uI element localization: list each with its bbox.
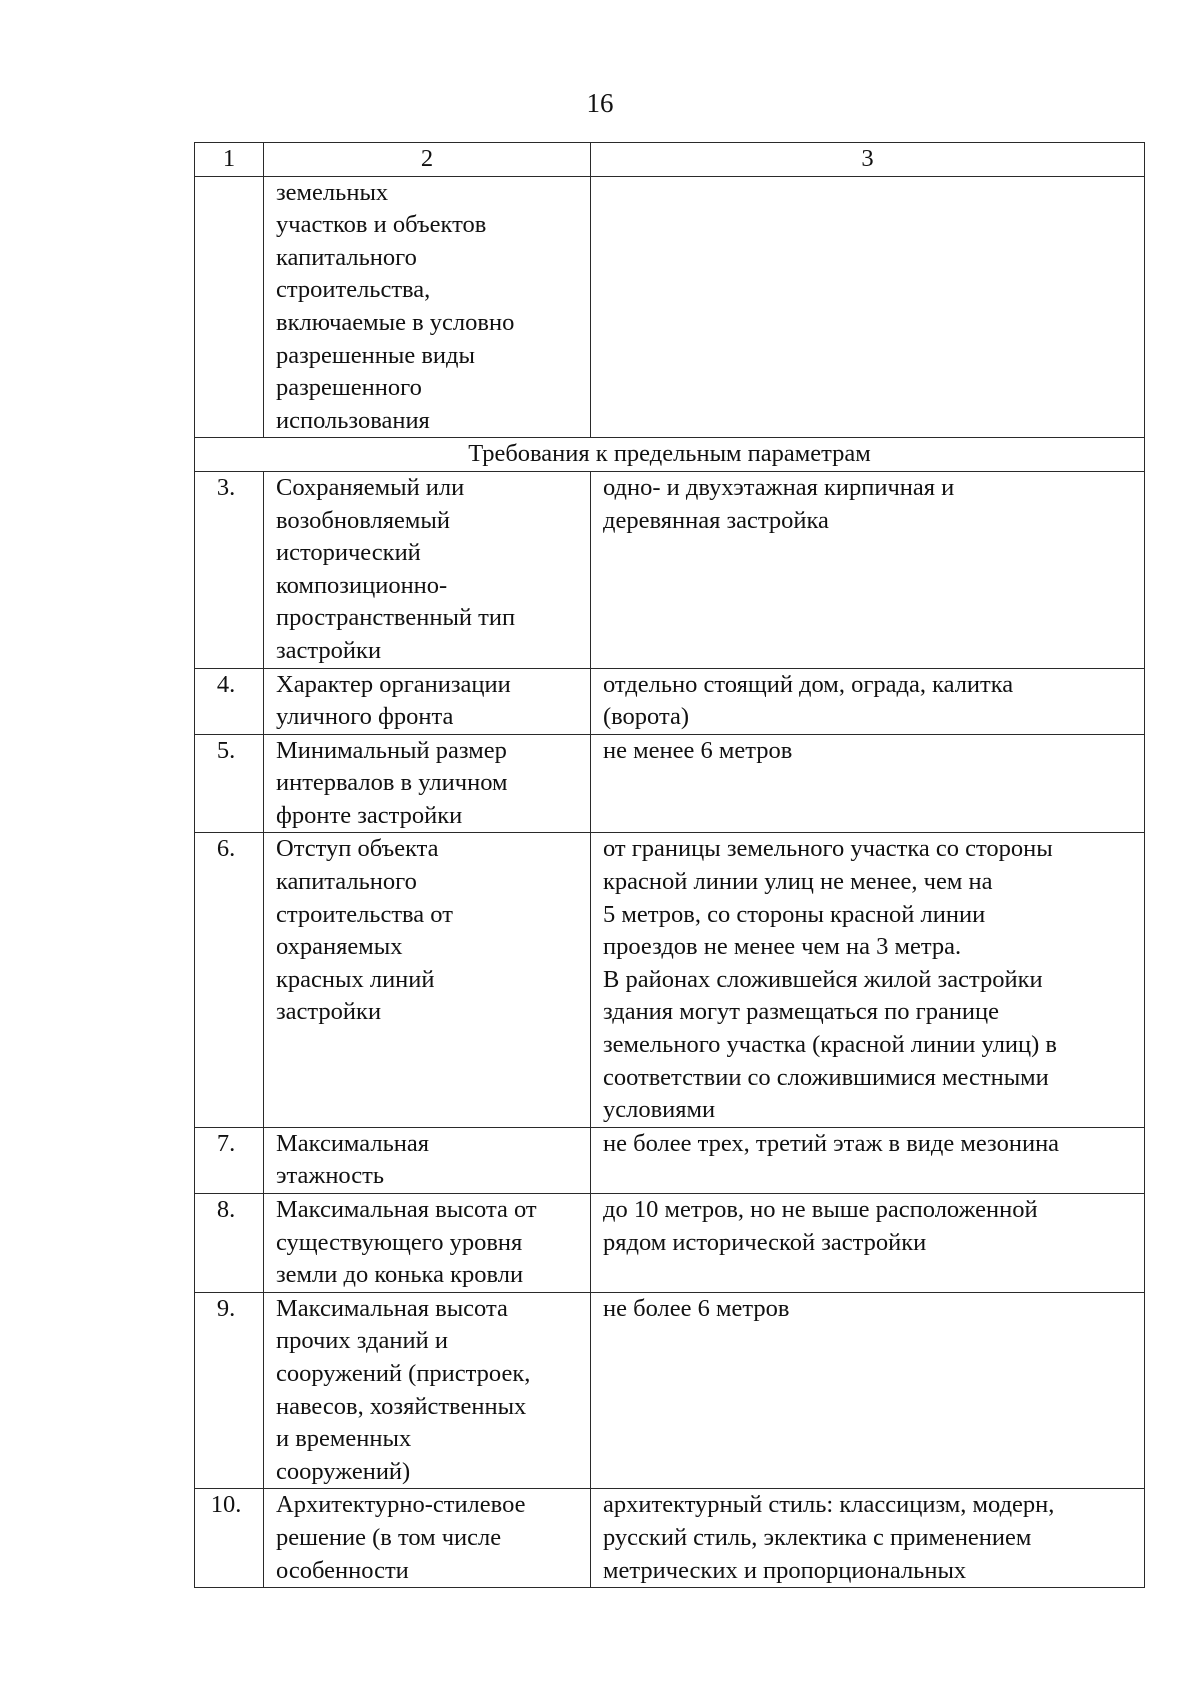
requirements-table [194, 142, 1145, 1588]
parameter-cell: Характер организации уличного фронта [264, 668, 591, 734]
row-number: 9. [195, 1292, 264, 1489]
value-cell: не более трех, третий этаж в виде мезонина [591, 1127, 1145, 1193]
section-row [195, 438, 1145, 472]
table-row [195, 1127, 1145, 1193]
header-cell-3: 3 [591, 143, 1145, 177]
value-cell: архитектурный стиль: классицизм, модерн, русский стиль, эклектика с применением метрических и пропорциональных [591, 1489, 1145, 1588]
parameter-cell: Максимальная этажность [264, 1127, 591, 1193]
value-cell: от границы земельного участка со стороны красной линии улиц не менее, чем на 5 метров, со стороны красной линии проездов не менее чем на 3 метра. В районах сложившейся жилой застройки здания могут размещаться по границе земельного участка (красной линии улиц) в соответствии со сложившимися местными условиями [591, 833, 1145, 1127]
value-cell: одно- и двухэтажная кирпичная и деревянная застройка [591, 471, 1145, 668]
row-number: 3. [195, 471, 264, 668]
value-cell: до 10 метров, но не выше расположенной рядом исторической застройки [591, 1194, 1145, 1293]
row-number: 7. [195, 1127, 264, 1193]
section-title: Требования к предельным параметрам [195, 438, 1145, 472]
row-number: 4. [195, 668, 264, 734]
parameter-cell: Отступ объекта капитального строительства от охраняемых красных линий застройки [264, 833, 591, 1127]
page-number: 16 [586, 88, 614, 118]
parameter-cell: Максимальная высота от существующего уровня земли до конька кровли [264, 1194, 591, 1293]
parameter-cell: Архитектурно-стилевое решение (в том числе особенности [264, 1489, 591, 1588]
value-cell [591, 176, 1145, 438]
header-cell-2: 2 [264, 143, 591, 177]
row-number [195, 176, 264, 438]
parameter-cell: Минимальный размер интервалов в уличном фронте застройки [264, 734, 591, 833]
table-row [195, 1292, 1145, 1489]
table-row [195, 1194, 1145, 1293]
parameter-cell: Максимальная высота прочих зданий и сооружений (пристроек, навесов, хозяйственных и временных сооружений) [264, 1292, 591, 1489]
row-number: 8. [195, 1194, 264, 1293]
row-number: 5. [195, 734, 264, 833]
table-row [195, 833, 1145, 1127]
row-number: 6. [195, 833, 264, 1127]
table-row-continuation [195, 176, 1145, 438]
parameter-cell: земельных участков и объектов капитального строительства, включаемые в условно разрешенные виды разрешенного использования [264, 176, 591, 438]
value-cell: отдельно стоящий дом, ограда, калитка (ворота) [591, 668, 1145, 734]
value-cell: не менее 6 метров [591, 734, 1145, 833]
table-row [195, 668, 1145, 734]
table-row [195, 471, 1145, 668]
row-number: 10. [195, 1489, 264, 1588]
table-row [195, 1489, 1145, 1588]
header-cell-1: 1 [195, 143, 264, 177]
table-header-row [195, 143, 1145, 177]
value-cell: не более 6 метров [591, 1292, 1145, 1489]
parameter-cell: Сохраняемый или возобновляемый исторический композиционно- пространственный тип застройки [264, 471, 591, 668]
table-row [195, 734, 1145, 833]
